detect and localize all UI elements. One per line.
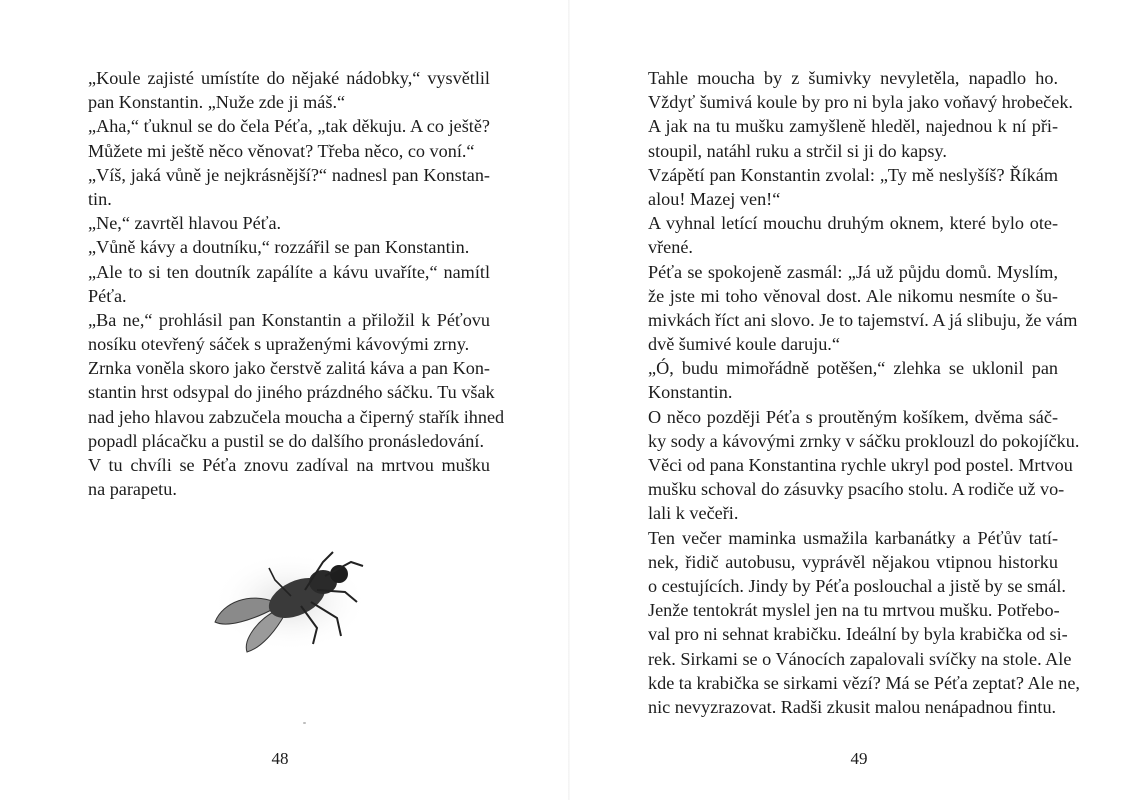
text-line: Můžete mi ještě něco věnovat? Třeba něco, co voní.“: [88, 140, 475, 161]
text-line: „Koule zajisté umístíte do nějaké nádobky,“ vysvětlil: [88, 68, 490, 88]
text-line: mivkách říct ani slovo. Je to tajemství. A já slibuju, že vám: [648, 309, 1078, 330]
text-line: val pro ni sehnat krabičku. Ideální by byla krabička od si-: [648, 624, 1068, 645]
text-line: ky sody a kávovými zrnky v sáčku proklouzl do pokojíčku.: [648, 430, 1080, 451]
page-number-right: 49: [850, 749, 868, 768]
text-line: dvě šumivé koule daruju.“: [648, 334, 840, 355]
text-line: stantin hrst odsypal do jiného prázdného sáčku. Tu však: [88, 382, 495, 403]
text-line: „Ó, budu mimořádně potěšen,“ zlehka se uklonil pan: [648, 358, 1058, 379]
text-line: o cestujících. Jindy by Péťa poslouchal a jistě by se smál.: [648, 575, 1066, 596]
text-line: nad jeho hlavou zabzučela moucha a čiperný stařík ihned: [88, 406, 505, 427]
text-line: mušku schoval do zásuvky psacího stolu. A rodiče už vo-: [648, 479, 1065, 500]
text-line: vřené.: [648, 237, 693, 258]
text-line: že jste mi toho věnoval dost. Ale nikomu nesmíte o šu-: [648, 285, 1058, 306]
text-line: tin.: [88, 188, 112, 209]
text-line: A vyhnal letící mouchu druhým oknem, které bylo ote-: [648, 213, 1058, 234]
left-page-text: [88, 66, 505, 501]
text-line: na parapetu.: [88, 479, 177, 500]
text-line: „Ba ne,“ prohlásil pan Konstantin a přiložil k Péťovu: [88, 309, 490, 330]
text-line: „Vůně kávy a doutníku,“ rozzářil se pan Konstantin.: [88, 237, 470, 258]
right-page: [570, 0, 1139, 800]
text-line: Péťa.: [88, 285, 127, 306]
text-line: V tu chvíli se Péťa znovu zadíval na mrtvou mušku: [88, 455, 490, 475]
paper-speck: [303, 722, 306, 724]
text-line: nek, řidič autobusu, vyprávěl nějakou vtipnou historku: [648, 551, 1058, 572]
text-line: lali k večeři.: [648, 503, 739, 524]
text-line: Vzápětí pan Konstantin zvolal: „Ty mě neslyšíš? Říkám: [648, 164, 1058, 185]
text-line: Zrnka voněla skoro jako čerstvě zalitá káva a pan Kon-: [88, 358, 490, 379]
text-line: nic nevyzrazovat. Radši zkusit malou nenápadnou fintu.: [648, 696, 1057, 717]
text-line: Věci od pana Konstantina rychle ukryl pod postel. Mrtvou: [648, 455, 1073, 475]
fly-icon: [205, 540, 375, 670]
text-line: „Víš, jaká vůně je nejkrásnější?“ nadnesl pan Konstan-: [88, 164, 490, 185]
text-line: „Aha,“ ťuknul se do čela Péťa, „tak děkuju. A co ještě?: [88, 116, 490, 137]
text-line: „Ne,“ zavrtěl hlavou Péťa.: [88, 213, 282, 234]
text-line: A jak na tu mušku zamyšleně hleděl, najednou k ní při-: [648, 116, 1058, 137]
text-line: kde ta krabička se sirkami vězí? Má se Péťa zeptat? Ale ne,: [648, 672, 1080, 693]
text-line: Ten večer maminka usmažila karbanátky a Péťův tatí-: [648, 527, 1058, 548]
text-line: Tahle moucha by z šumivky nevyletěla, napadlo ho.: [648, 68, 1058, 88]
text-line: Péťa se spokojeně zasmál: „Já už půjdu domů. Myslím,: [648, 261, 1058, 282]
text-line: Konstantin.: [648, 382, 733, 403]
text-line: rek. Sirkami se o Vánocích zapalovali svíčky na stole. Ale: [648, 648, 1072, 669]
text-line: nosíku otevřený sáček s upraženými kávovými zrny.: [88, 334, 470, 355]
text-line: alou! Mazej ven!“: [648, 188, 781, 209]
text-line: pan Konstantin. „Nuže zde ji máš.“: [88, 92, 346, 113]
text-line: stoupil, natáhl ruku a strčil si ji do kapsy.: [648, 140, 947, 161]
text-line: O něco později Péťa s proutěným košíkem, dvěma sáč-: [648, 406, 1058, 427]
text-line: popadl plácačku a pustil se do dalšího pronásledování.: [88, 430, 484, 451]
text-line: „Ale to si ten doutník zapálíte a kávu uvaříte,“ namítl: [88, 261, 490, 282]
text-line: Vždyť šumivá koule by pro ni byla jako voňavý hrobeček.: [648, 92, 1073, 113]
right-page-text: [648, 66, 1080, 719]
text-line: Jenže tentokrát myslel jen na tu mrtvou mušku. Potřebo-: [648, 600, 1060, 621]
page-number-left: 48: [271, 749, 289, 768]
